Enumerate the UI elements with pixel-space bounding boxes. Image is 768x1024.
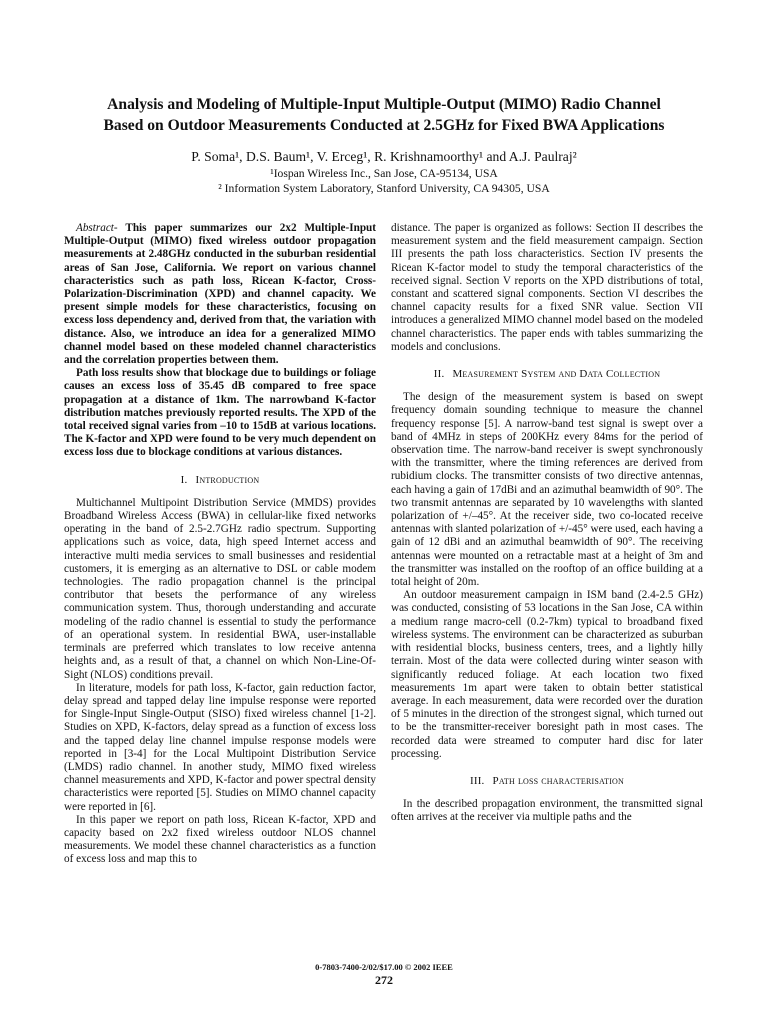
intro-paragraph-1: Multichannel Multipoint Distribution Service (MMDS) provides Broadband Wireless Access (BWA) in cellular-like fixed networks operating in the band of 2.5-2.7GHz radio spectrum. Supporting applications such as voice, data, high speed Internet access and interactive multi media services to small businesses and residential customers, it is emerging as an alternative to DSL or cable modem technologies. The radio propagation channel is the principal contributor that besets the performance of any wireless communication system. Thus, thorough understanding and accurate modeling of the radio channel is essential to study the performance of an operational system. In residential BWA, user-installable terminals are preferred which translates to low receive antenna heights and, as a result of that, a channel on which Non-Line-Of-Sight (NLOS) conditions prevail. [64,496,376,681]
body-paragraph-campaign: An outdoor measurement campaign in ISM band (2.4-2.5 GHz) was conducted, consisting of 53 locations in the San Jose, CA within a medium range macro-cell (0.2-7km) typical to broadband fixed wireless systems. The environment can be characterized as suburban with residential blocks, business centers, trees, and a lightly hilly terrain. Most of the data were collected during winter season with significantly reduced foliage. At each location two fixed measurements 1m apart were taken to obtain better statistical average. In each measurement, data were recorded over the duration of 5 minutes in the direction of the strongest signal, which turned out to be the transmitter-receiver boresight path in most cases. The recorded data were streamed to computer hard disc for later processing. [391,589,703,760]
section-title: Path loss characterisation [492,774,625,787]
section-title: Measurement System and Data Collection [452,368,661,381]
section-title: Introduction [195,473,260,486]
abstract-paragraph-1 [64,222,376,367]
section-heading-introduction [64,474,376,487]
body-paragraph-measurement-system: The design of the measurement system is based on swept frequency domain sounding technique to measure the channel frequency response [5]. A narrow-band test signal is swept over a band of 4MHz in steps of 200KHz every 84ms for the period of observation time. The narrow-band receiver is swept synchronously with the transmitter, where the timing references are derived from rubidium clocks. The transmitter consists of two directive antennas, each having a gain of 17dBi and an azimuthal beamwidth of 90°. The two transmit antennas are separated by 10 wavelengths with slanted polarization of +/–45°. At the receiver side, two co-located receive antennas with slanted polarization of +/-45° were used, each having a gain of 12 dBi and an azimuthal beamwidth of 90°. The receiving antennas were mounted on a retractable mast at a height of 3m and the transmitter was installed on the rooftop of an office building at a total height of 20m. [391,391,703,589]
author-list: P. Soma¹, D.S. Baum¹, V. Erceg¹, R. Krishnamoorthy¹ and A.J. Paulraj² [191,149,577,164]
affiliation-2: ² Information System Laboratory, Stanford University, CA 94305, USA [218,182,550,195]
left-column [64,222,376,867]
title-line-1: Analysis and Modeling of Multiple-Input Multiple-Output (MIMO) Radio Channel [107,96,661,113]
body-paragraph-path-loss: In the described propagation environment, the transmitted signal often arrives at the receiver via multiple paths and the [391,798,703,824]
title-line-2: Based on Outdoor Measurements Conducted at 2.5GHz for Fixed BWA Applications [103,117,665,134]
intro-paragraph-2: In literature, models for path loss, K-factor, gain reduction factor, delay spread and tapped delay line impulse response were reported for Single-Input Single-Output (SISO) fixed wireless channel [1-2]. Studies on XPD, K-factors, delay spread as a function of excess loss and the tapped delay line channel impulse response models were reported in [3-4] for the Local Multipoint Distribution Service (LMDS) radio channel. In another study, MIMO fixed wireless channel measurements and XPD, K-factor and power spectral density characteristics were reported [5]. Studies on MIMO channel capacity were reported in [6]. [64,681,376,813]
section-heading-measurement [391,368,703,381]
abstract-label: Abstract- [76,222,118,234]
abstract-text-1: This paper summarizes our 2x2 Multiple-Input Multiple-Output (MIMO) fixed wireless outdoor propagation measurements at 2.48GHz conducted in the suburban residential areas of San Jose, California. We report on various channel characteristics such as path loss, Ricean K-factor, Cross-Polarization-Discrimination (XPD) and channel capacity. We present simple models for these characteristics, focusing on excess loss dependency and, derived from that, the variation with distance. Also, we introduce an idea for a generalized MIMO channel model based on these modeled channel characteristics and the correlation properties between them. [64,222,376,367]
copyright-line: 0-7803-7400-2/02/$17.00 © 2002 IEEE [315,962,453,972]
abstract-paragraph-2: Path loss results show that blockage due to buildings or foliage causes an excess loss of 35.45 dB compared to free space propagation at a distance of 1km. The narrowband K-factor distribution matches previously reported results. The XPD of the total received signal varies from –10 to 15dB at various locations. The K-factor and XPD were found to be very much dependent on excess loss due to blockage conditions at various distances. [64,367,376,459]
section-number: III. [469,774,485,787]
section-heading-path-loss [391,775,703,788]
body-paragraph-organization: distance. The paper is organized as follows: Section II describes the measurement system and the field measurement campaign. Section III presents the path loss characteristics. Section IV presents the Ricean K-factor model to study the temporal characteristics of the received signal. Section V reports on the XPD distributions of total, constant and scattered signal components. Section VI describes the channel capacity results for a fixed SNR value. Section VII introduces a generalized MIMO channel model based on the modeled channel characteristics. The paper ends with tables summarizing the models and conclusions. [391,222,703,353]
section-number: II. [433,368,445,381]
affiliation-1: ¹Iospan Wireless Inc., San Jose, CA-95134, USA [270,167,498,180]
section-number: I. [180,473,188,486]
intro-paragraph-3: In this paper we report on path loss, Ricean K-factor, XPD and capacity based on 2x2 fixed wireless outdoor NLOS channel measurements. We model these channel characteristics as a function of excess loss and map this to [64,813,376,866]
paper-title [40,94,728,136]
right-column [391,222,703,825]
page-number: 272 [375,973,393,987]
